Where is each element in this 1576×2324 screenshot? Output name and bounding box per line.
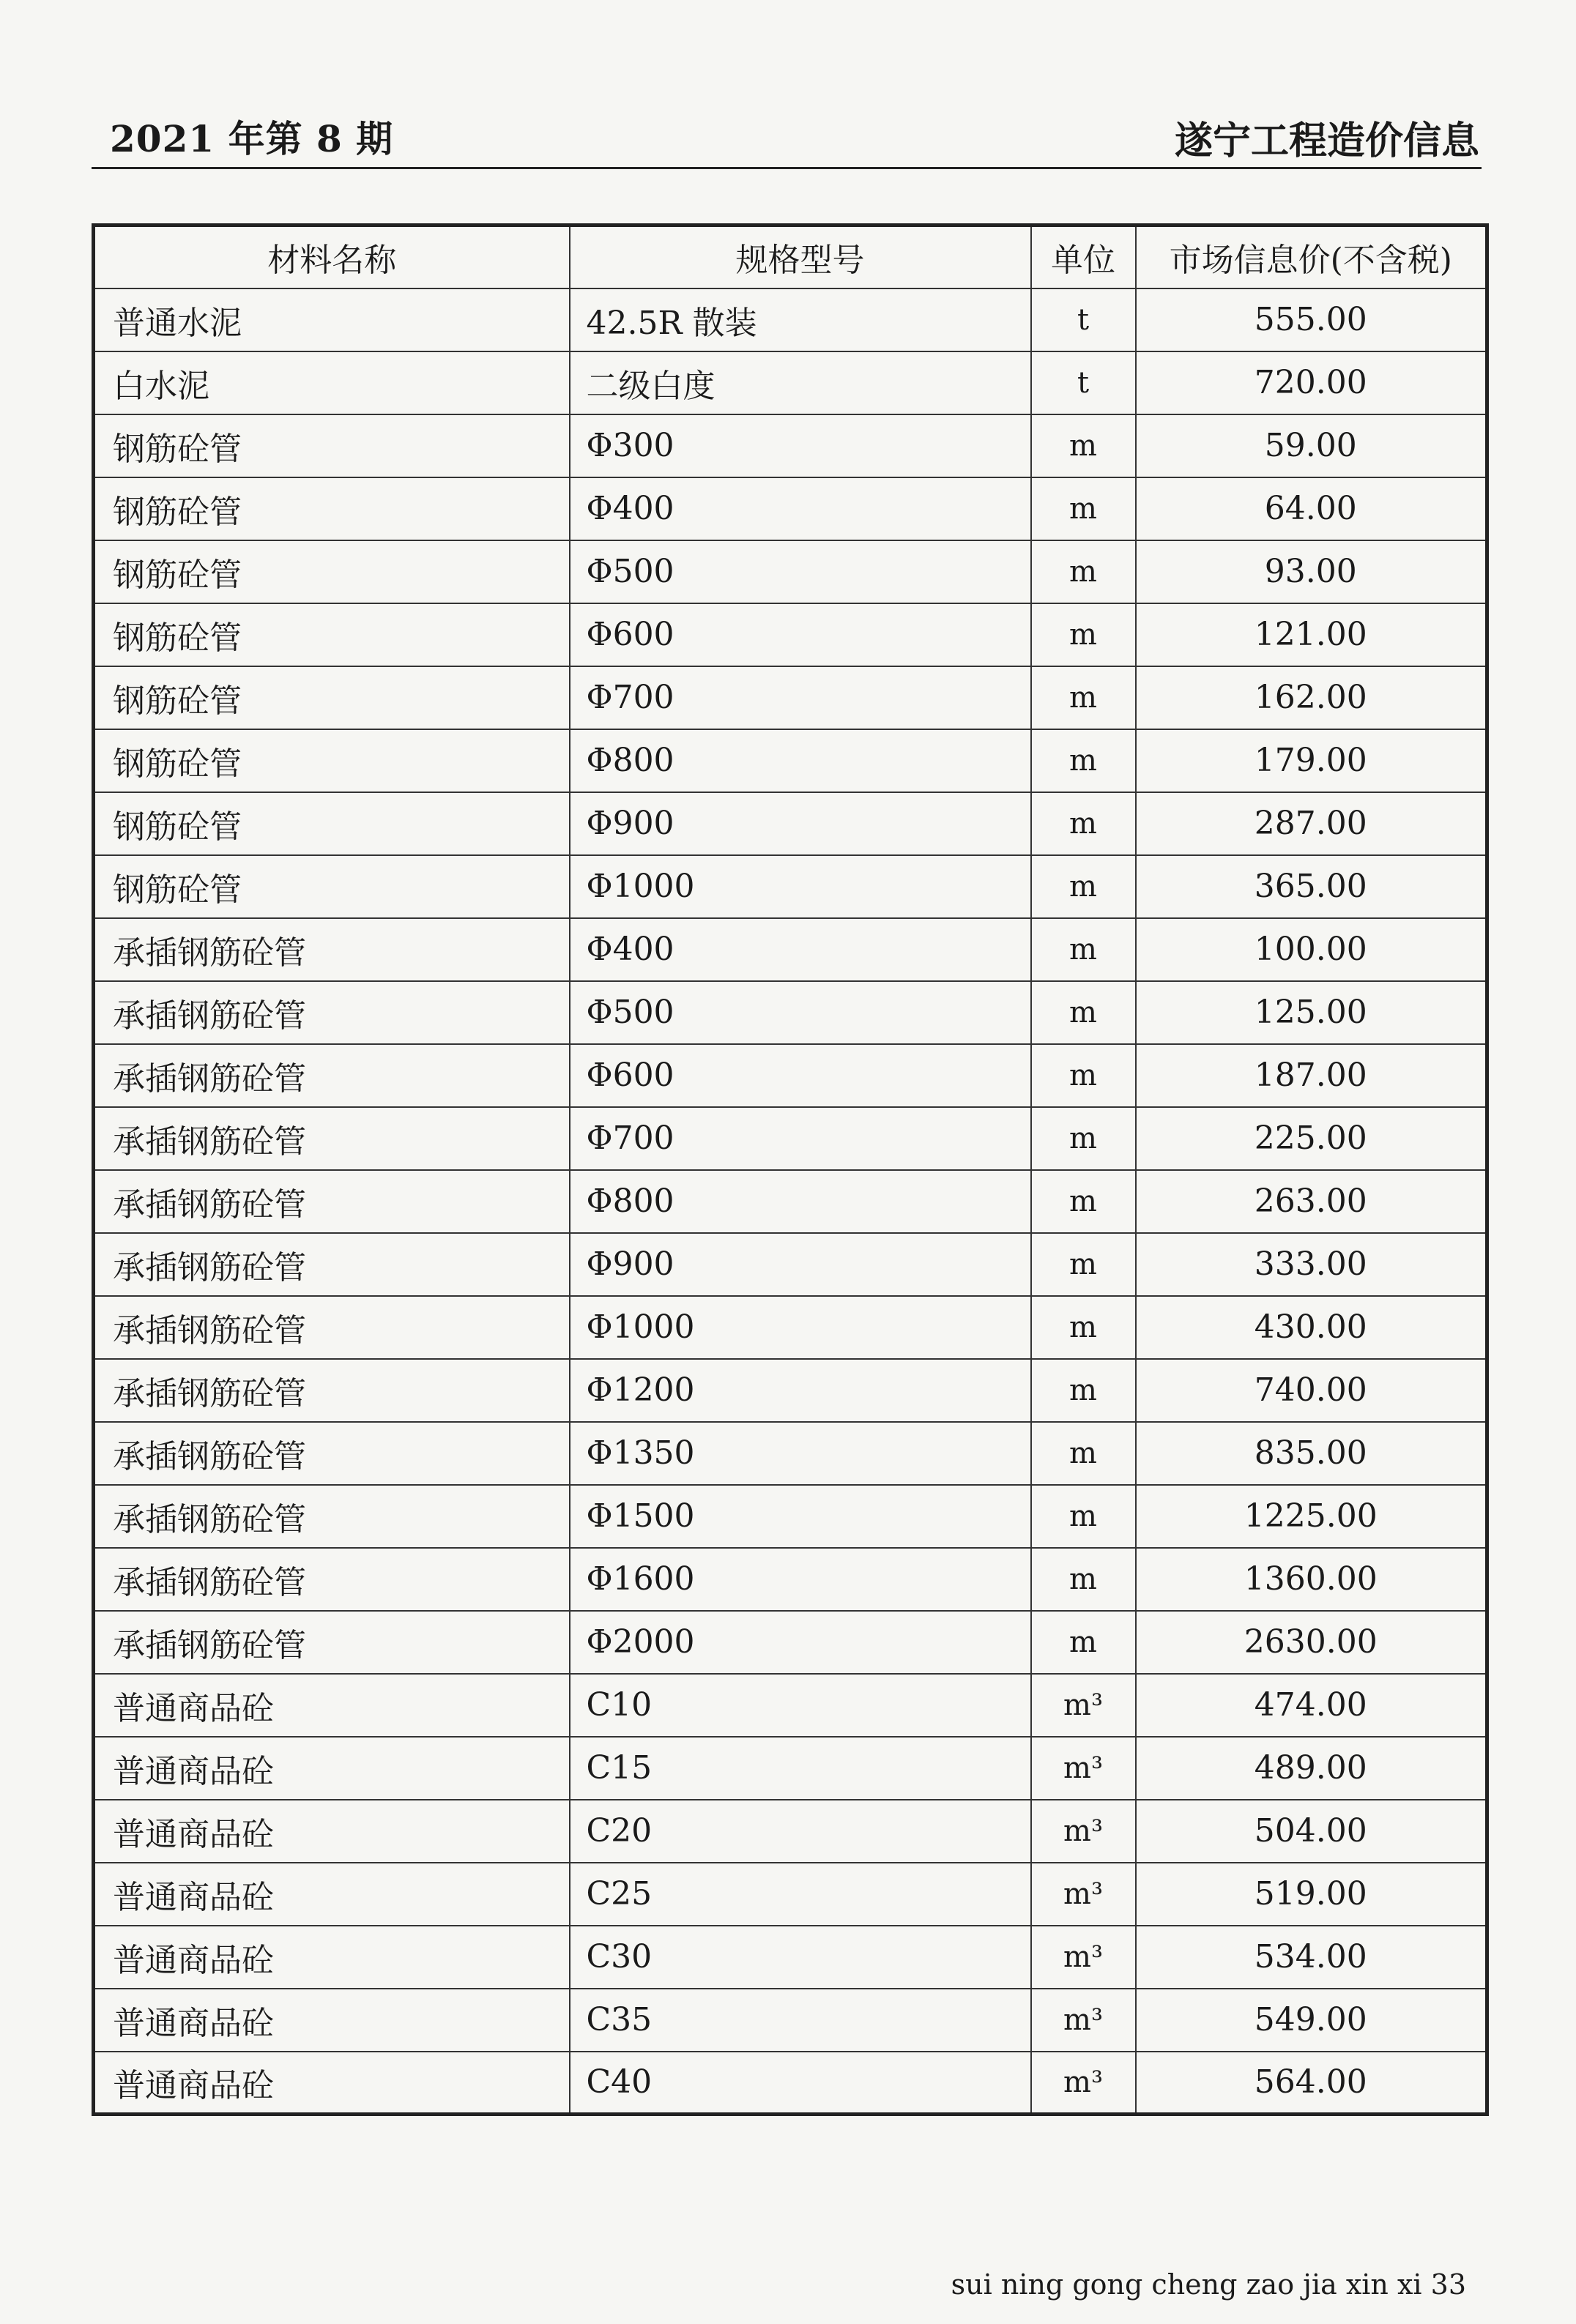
cell-spec: 二级白度 [570,351,1031,414]
cell-price: 162.00 [1136,666,1487,729]
header-rule [92,167,1482,169]
cell-unit: m [1031,1170,1136,1233]
cell-unit: m [1031,666,1136,729]
cell-spec: Φ1500 [570,1485,1031,1548]
cell-spec: Φ700 [570,1107,1031,1170]
table-row [94,981,1487,1044]
cell-spec: 42.5R 散装 [570,288,1031,351]
cell-unit: m [1031,855,1136,918]
table-row [94,1296,1487,1359]
cell-name: 钢筋砼管 [94,603,570,666]
cell-name: 普通商品砼 [94,1674,570,1737]
table-row [94,855,1487,918]
cell-spec: Φ1000 [570,1296,1031,1359]
cell-name: 承插钢筋砼管 [94,1485,570,1548]
cell-unit: t [1031,351,1136,414]
cell-name: 普通水泥 [94,288,570,351]
cell-unit: m³ [1031,1863,1136,1926]
cell-spec: Φ600 [570,1044,1031,1107]
cell-price: 519.00 [1136,1863,1487,1926]
cell-unit: m [1031,1422,1136,1485]
table-row [94,1989,1487,2052]
cell-name: 普通商品砼 [94,2052,570,2115]
table-row [94,477,1487,540]
cell-name: 钢筋砼管 [94,540,570,603]
table-row [94,918,1487,981]
cell-unit: m³ [1031,1926,1136,1989]
column-header-unit: 单位 [1031,226,1136,288]
cell-price: 287.00 [1136,792,1487,855]
cell-price: 564.00 [1136,2052,1487,2115]
cell-price: 534.00 [1136,1926,1487,1989]
table-row [94,603,1487,666]
cell-unit: m [1031,1611,1136,1674]
table-row [94,540,1487,603]
cell-spec: C10 [570,1674,1031,1737]
cell-price: 1225.00 [1136,1485,1487,1548]
cell-unit: m³ [1031,2052,1136,2115]
table-row [94,351,1487,414]
cell-name: 承插钢筋砼管 [94,1359,570,1422]
table-row [94,792,1487,855]
cell-price: 549.00 [1136,1989,1487,2052]
cell-spec: Φ500 [570,981,1031,1044]
table-header-row [94,226,1487,288]
cell-spec: Φ700 [570,666,1031,729]
cell-spec: C25 [570,1863,1031,1926]
cell-name: 普通商品砼 [94,1737,570,1800]
cell-unit: m³ [1031,1989,1136,2052]
cell-name: 钢筋砼管 [94,414,570,477]
cell-name: 普通商品砼 [94,1800,570,1863]
cell-spec: Φ900 [570,792,1031,855]
cell-name: 普通商品砼 [94,1863,570,1926]
table-row [94,729,1487,792]
cell-price: 121.00 [1136,603,1487,666]
cell-name: 钢筋砼管 [94,666,570,729]
table-row [94,1107,1487,1170]
cell-price: 333.00 [1136,1233,1487,1296]
table-row [94,1485,1487,1548]
cell-unit: m [1031,1485,1136,1548]
column-header-spec: 规格型号 [570,226,1031,288]
cell-name: 承插钢筋砼管 [94,1044,570,1107]
cell-spec: C30 [570,1926,1031,1989]
cell-unit: m [1031,1107,1136,1170]
cell-price: 93.00 [1136,540,1487,603]
cell-name: 普通商品砼 [94,1989,570,2052]
cell-name: 普通商品砼 [94,1926,570,1989]
cell-price: 125.00 [1136,981,1487,1044]
cell-unit: m³ [1031,1737,1136,1800]
cell-unit: m [1031,603,1136,666]
table-row [94,1674,1487,1737]
cell-spec: Φ400 [570,477,1031,540]
cell-spec: Φ1350 [570,1422,1031,1485]
cell-price: 1360.00 [1136,1548,1487,1611]
cell-spec: Φ800 [570,1170,1031,1233]
cell-price: 720.00 [1136,351,1487,414]
cell-unit: m³ [1031,1674,1136,1737]
cell-unit: m [1031,414,1136,477]
cell-unit: m [1031,918,1136,981]
cell-unit: m³ [1031,1800,1136,1863]
cell-unit: m [1031,1548,1136,1611]
column-header-price: 市场信息价(不含税) [1136,226,1487,288]
table-row [94,1863,1487,1926]
cell-price: 740.00 [1136,1359,1487,1422]
price-table [92,223,1489,2116]
cell-name: 承插钢筋砼管 [94,1170,570,1233]
cell-price: 474.00 [1136,1674,1487,1737]
table-body [94,288,1487,2115]
cell-price: 225.00 [1136,1107,1487,1170]
cell-name: 钢筋砼管 [94,855,570,918]
cell-unit: m [1031,1044,1136,1107]
table-row [94,1422,1487,1485]
table-row [94,414,1487,477]
cell-name: 承插钢筋砼管 [94,918,570,981]
cell-unit: m [1031,477,1136,540]
cell-spec: Φ2000 [570,1611,1031,1674]
table-row [94,1233,1487,1296]
cell-name: 承插钢筋砼管 [94,981,570,1044]
cell-spec: Φ1000 [570,855,1031,918]
cell-name: 承插钢筋砼管 [94,1611,570,1674]
cell-spec: Φ300 [570,414,1031,477]
table-row [94,1548,1487,1611]
cell-unit: m [1031,981,1136,1044]
cell-price: 2630.00 [1136,1611,1487,1674]
cell-price: 365.00 [1136,855,1487,918]
cell-spec: Φ1200 [570,1359,1031,1422]
cell-spec: C15 [570,1737,1031,1800]
page-footer: sui ning gong cheng zao jia xin xi 33 [951,2268,1466,2301]
cell-price: 504.00 [1136,1800,1487,1863]
cell-spec: Φ800 [570,729,1031,792]
issue-label: 2021 年第 8 期 [110,117,394,160]
cell-spec: C35 [570,1989,1031,2052]
cell-price: 835.00 [1136,1422,1487,1485]
cell-spec: Φ600 [570,603,1031,666]
cell-spec: Φ900 [570,1233,1031,1296]
table-row [94,1611,1487,1674]
table-row [94,666,1487,729]
cell-unit: m [1031,540,1136,603]
table-row [94,1170,1487,1233]
cell-price: 187.00 [1136,1044,1487,1107]
table-row [94,1800,1487,1863]
cell-price: 179.00 [1136,729,1487,792]
cell-name: 钢筋砼管 [94,792,570,855]
cell-spec: C20 [570,1800,1031,1863]
cell-name: 钢筋砼管 [94,729,570,792]
cell-unit: m [1031,1359,1136,1422]
cell-price: 555.00 [1136,288,1487,351]
cell-unit: t [1031,288,1136,351]
cell-name: 承插钢筋砼管 [94,1296,570,1359]
cell-price: 100.00 [1136,918,1487,981]
cell-name: 承插钢筋砼管 [94,1107,570,1170]
cell-name: 承插钢筋砼管 [94,1422,570,1485]
table-row [94,2052,1487,2115]
cell-spec: Φ1600 [570,1548,1031,1611]
table-row [94,1737,1487,1800]
table-row [94,288,1487,351]
cell-name: 承插钢筋砼管 [94,1548,570,1611]
cell-price: 64.00 [1136,477,1487,540]
cell-unit: m [1031,1233,1136,1296]
cell-price: 263.00 [1136,1170,1487,1233]
table-row [94,1359,1487,1422]
cell-price: 430.00 [1136,1296,1487,1359]
cell-name: 钢筋砼管 [94,477,570,540]
cell-name: 白水泥 [94,351,570,414]
cell-spec: C40 [570,2052,1031,2115]
cell-unit: m [1031,729,1136,792]
cell-unit: m [1031,792,1136,855]
cell-price: 59.00 [1136,414,1487,477]
column-header-name: 材料名称 [94,226,570,288]
table-row [94,1044,1487,1107]
table-row [94,1926,1487,1989]
cell-unit: m [1031,1296,1136,1359]
cell-spec: Φ400 [570,918,1031,981]
cell-spec: Φ500 [570,540,1031,603]
publication-title: 遂宁工程造价信息 [1174,119,1479,163]
cell-name: 承插钢筋砼管 [94,1233,570,1296]
cell-price: 489.00 [1136,1737,1487,1800]
